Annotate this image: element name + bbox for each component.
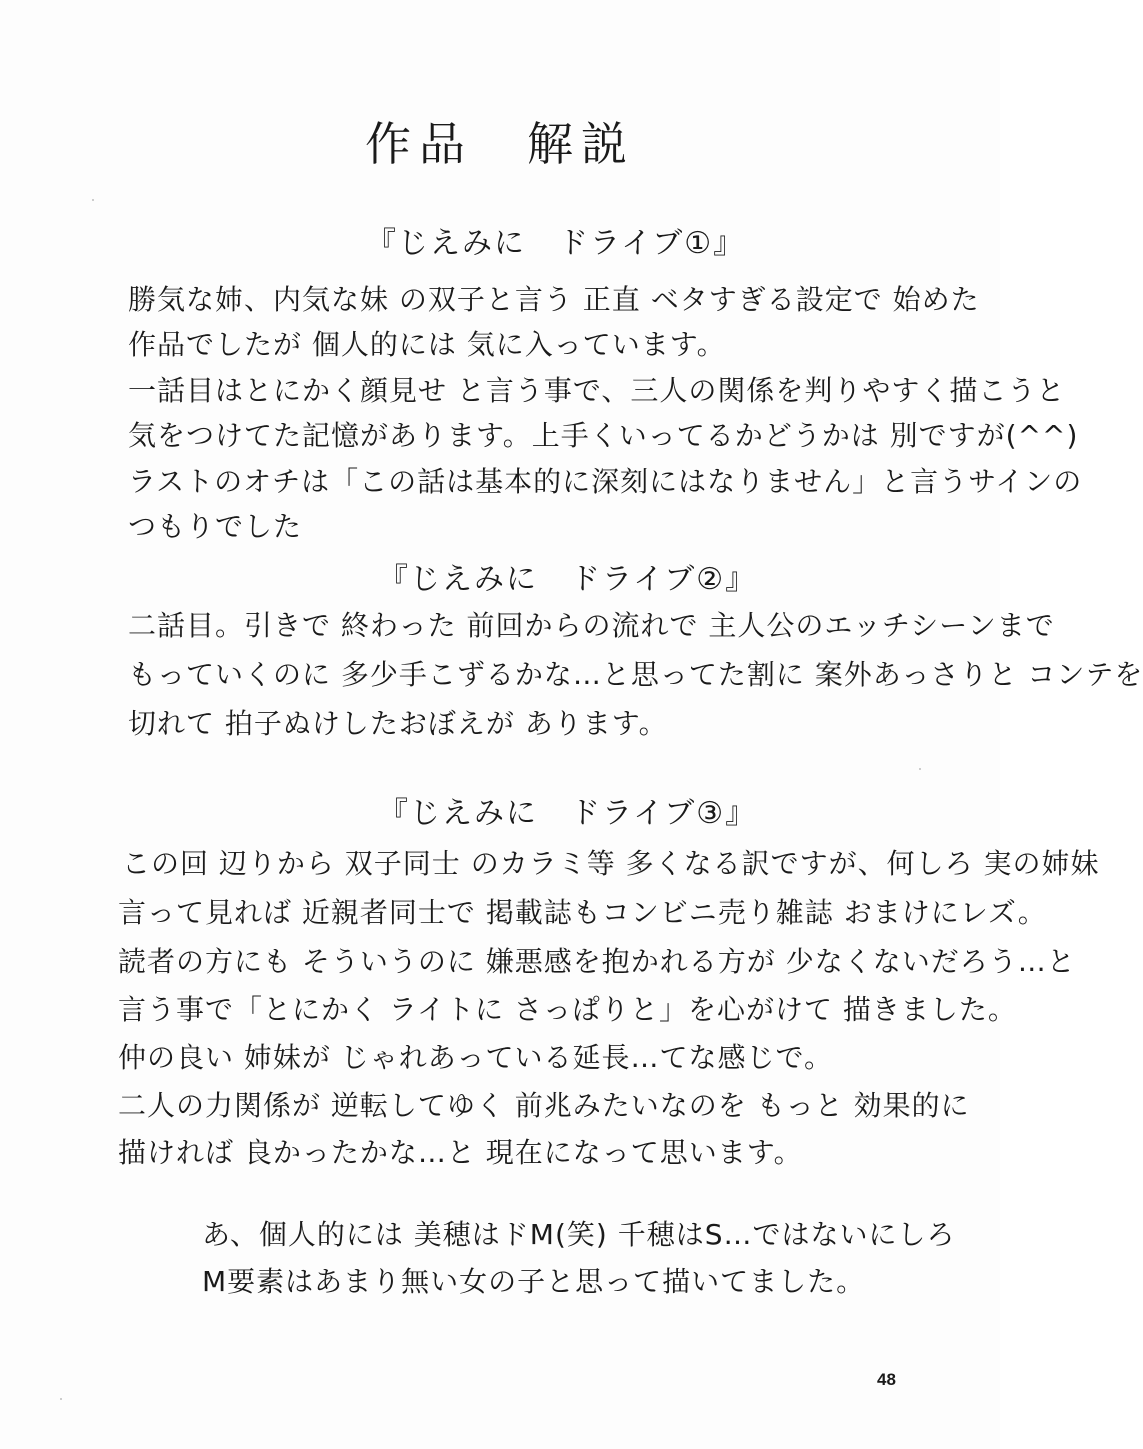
text-line: 二話目。引きで 終わった 前回からの流れで 主人公のエッチシーンまで	[128, 609, 1055, 642]
text-line: 作品でしたが 個人的には 気に入っています。	[128, 328, 726, 361]
text-line: 描ければ 良かったかな…と 現在になって思います。	[118, 1136, 803, 1169]
scan-speck	[60, 1398, 62, 1400]
text-line: 読者の方にも そういうのに 嫌悪感を抱かれる方が 少なくないだろう…と	[118, 945, 1076, 978]
section-heading-drive-3: 『じえみに ドライブ③』	[378, 796, 758, 831]
text-line: もっていくのに 多少手こずるかな…と思ってた割に 案外あっさりと コンテを	[128, 658, 1143, 691]
page-number: 48	[877, 1370, 896, 1389]
page-title: 作品 解説	[365, 117, 635, 171]
postscript-line: あ、個人的には 美穂はドM(笑) 千穂はS…ではないにしろ	[202, 1218, 956, 1251]
text-line: 言う事で「とにかく ライトに さっぱりと」を心がけて 描きました。	[118, 993, 1017, 1026]
scan-speck	[92, 199, 94, 201]
section-heading-drive-2: 『じえみに ドライブ②』	[378, 562, 758, 597]
text-line: つもりでした	[128, 510, 303, 543]
text-line: 切れて 拍子ぬけしたおぼえが あります。	[128, 707, 668, 740]
text-line: 気をつけてた記憶があります。上手くいってるかどうかは 別ですが(^^)	[128, 419, 1079, 452]
postscript-line: M要素はあまり無い女の子と思って描いてました。	[202, 1265, 866, 1298]
text-line: 仲の良い 姉妹が じゃれあっている延長…てな感じで。	[118, 1041, 833, 1074]
text-line: この回 辺りから 双子同士 のカラミ等 多くなる訳ですが、何しろ 実の姉妹	[122, 847, 1100, 880]
text-line: ラストのオチは「この話は基本的に深刻にはなりません」と言うサインの	[128, 465, 1083, 498]
text-line: 一話目はとにかく顔見せ と言う事で、三人の関係を判りやすく描こうと	[128, 374, 1066, 407]
text-line: 二人の力関係が 逆転してゆく 前兆みたいなのを もっと 効果的に	[118, 1089, 970, 1122]
text-line: 勝気な姉、内気な妹 の双子と言う 正直 ベタすぎる設定で 始めた	[128, 283, 980, 316]
section-heading-drive-1: 『じえみに ドライブ①』	[366, 226, 746, 261]
scan-speck	[919, 768, 921, 770]
text-line: 言って見れば 近親者同士で 掲載誌もコンビニ売り雑誌 おまけにレズ。	[118, 896, 1047, 929]
